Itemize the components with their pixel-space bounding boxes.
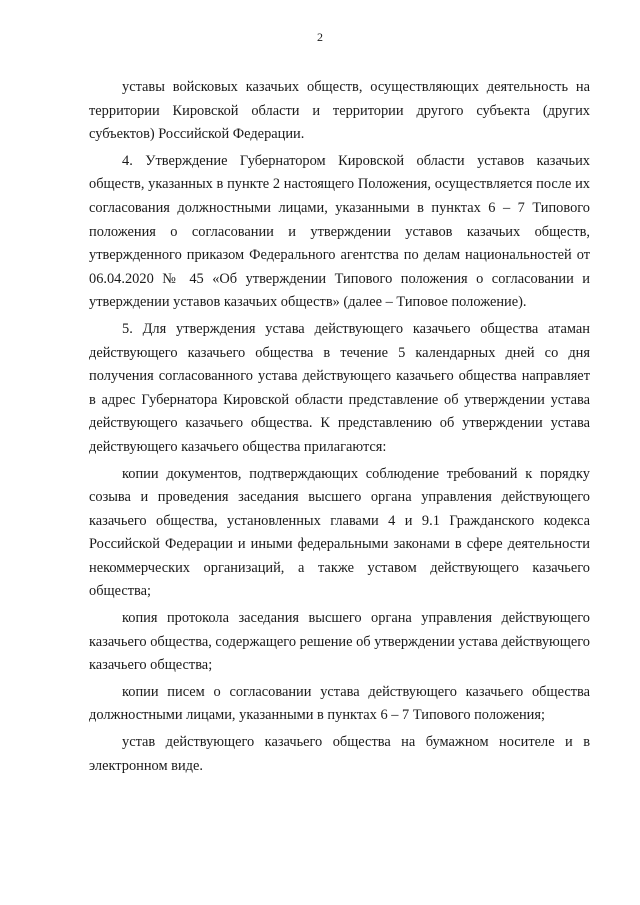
paragraph-item-4: 4. Утверждение Губернатором Кировской области уставов казачьих обществ, указанных в пункте 2 настоящего Положения, осуществляется после их согласования должностными лицами, указанными в пунктах 6 – 7 Типового положения о согласовании и утверждении уставов казачьих обществ, утвержденного приказом Федерального агентства по делам национальностей от 06.04.2020 № 45 «Об утверждении Типового положения о согласовании и утверждении уставов казачьих обществ» (далее – Типовое положение). <box>89 152 590 311</box>
paragraph-statute-formats: устав действующего казачьего общества на бумажном носителе и в электронном виде. <box>89 734 590 774</box>
paragraph-protocol-copy: копия протокола заседания высшего органа управления действующего казачьего общества, содержащего решение об утверждении устава действующего казачьего общества; <box>89 610 590 674</box>
document-body <box>89 76 590 778</box>
paragraph-item-5: 5. Для утверждения устава действующего казачьего общества атаман действующего казачьего общества в течение 5 календарных дней со дня получения согласованного устава действующего казачьего общества направляет в адрес Губернатора Кировской области представление об утверждении устава действующего казачьего общества. К представлению об утверждении устава действующего казачьего общества прилагаются: <box>89 320 590 455</box>
paragraph-statutes-territory: уставы войсковых казачьих обществ, осуществляющих деятельность на территории Кировской области и территории другого субъекта (других субъектов) Российской Федерации. <box>89 79 590 143</box>
paragraph-letter-copies: копии писем о согласовании устава действующего казачьего общества должностными лицами, указанными в пунктах 6 – 7 Типового положения; <box>89 683 590 724</box>
paragraph-document-copies: копии документов, подтверждающих соблюдение требований к порядку созыва и проведения заседания высшего органа управления действующего казачьего общества, установленных главами 4 и 9.1 Гражданского кодекса Российской Федерации и иными федеральными законами в сфере деятельности некоммерческих организаций, а также уставом действующего казачьего общества; <box>89 465 590 600</box>
page-number: 2 <box>317 30 323 44</box>
